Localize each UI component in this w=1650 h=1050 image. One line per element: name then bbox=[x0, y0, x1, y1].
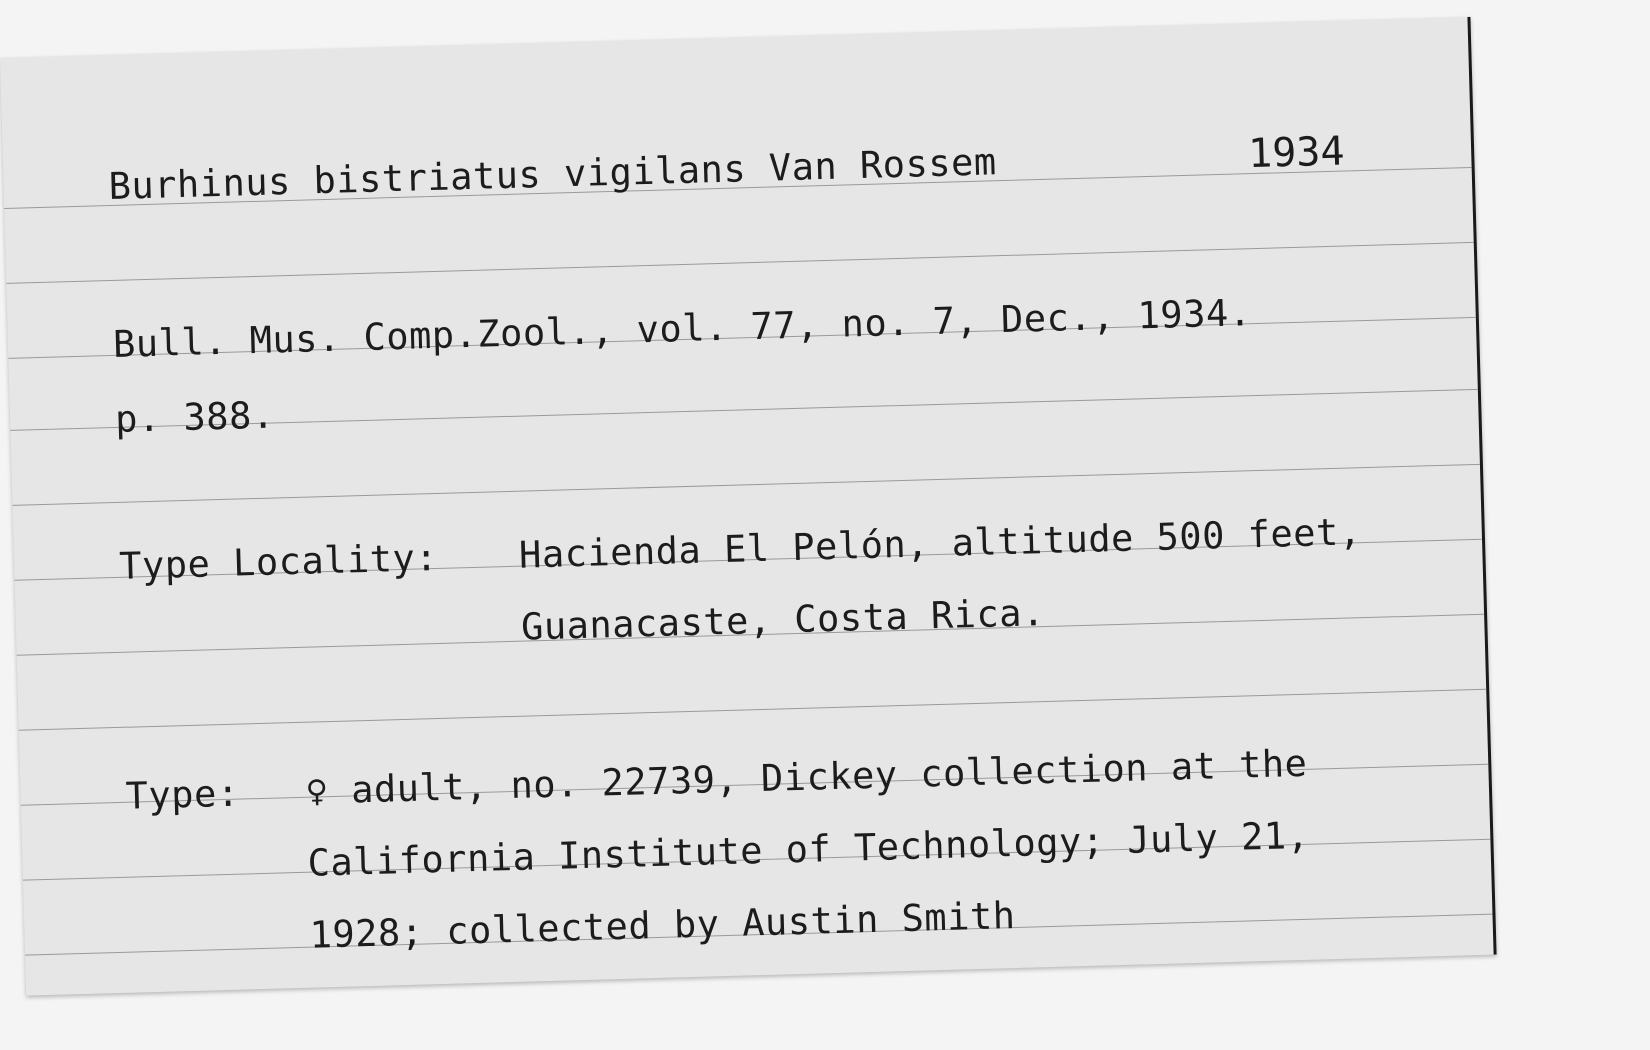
card-year: 1934 bbox=[1247, 128, 1346, 178]
type-label: Type: bbox=[125, 771, 241, 818]
ruled-line bbox=[6, 242, 1473, 284]
type-line-3: 1928; collected by Austin Smith bbox=[309, 893, 1017, 957]
type-locality-line-1: Hacienda El Pelón, altitude 500 feet, bbox=[518, 510, 1363, 577]
citation-line-1: Bull. Mus. Comp.Zool., vol. 77, no. 7, Dec., 1934. bbox=[112, 291, 1252, 366]
type-line-2: California Institute of Technology; July 21, bbox=[307, 813, 1310, 885]
type-locality-label: Type Locality: bbox=[118, 535, 439, 588]
type-locality-line-2: Guanacaste, Costa Rica. bbox=[520, 591, 1046, 649]
index-card bbox=[0, 17, 1497, 996]
ruled-line bbox=[19, 689, 1486, 731]
ruled-line bbox=[12, 464, 1479, 506]
card-title: Burhinus bistriatus vigilans Van Rossem bbox=[108, 140, 998, 209]
type-line-1: ♀ adult, no. 22739, Dickey collection at the bbox=[304, 741, 1308, 813]
citation-line-2: p. 388. bbox=[114, 393, 276, 441]
